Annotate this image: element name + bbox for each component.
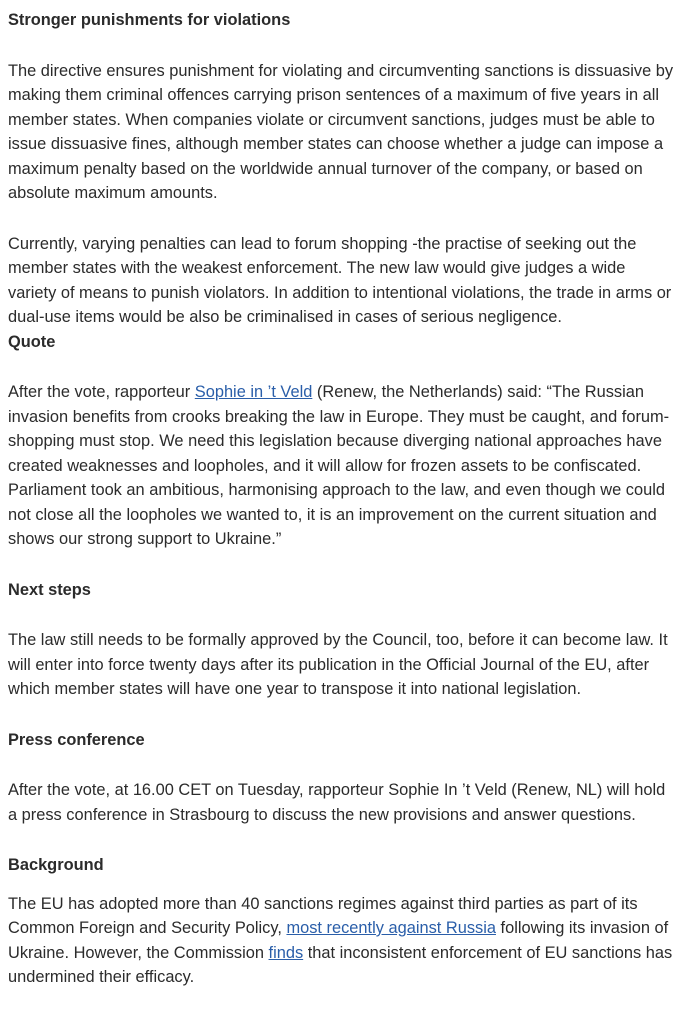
spacer [8,33,676,59]
quote-text-after-link: (Renew, the Netherlands) said: “The Russian invasion benefits from crooks breaking the law in Europe. They must be caught, and forum-shopping must stop. We need this legislation because diverging national approaches have created weaknesses and loopholes, and it will allow for frozen assets to be confiscated. Parliament took an ambitious, harmonising approach to the law, and even though we could not close all the loopholes we wanted to, it is an improvement on the current situation and shows our strong support to Ukraine.” [8,383,670,548]
russia-sanctions-link[interactable]: most recently against Russia [286,919,496,937]
spacer [8,878,676,892]
background-text-part-1: The EU has adopted more than 40 sanctions regimes against third parties as part of its Common Foreign and Security Policy, [8,894,638,937]
commission-finds-link[interactable]: finds [268,943,304,962]
spacer [8,827,676,853]
section-heading-quote: Quote [8,332,56,351]
spacer [8,552,676,578]
section-heading-next-steps: Next steps [8,580,91,599]
paragraph-quote [8,380,676,552]
background-text-part-3: that inconsistent enforcement of EU sanctions has undermined their efficacy. [8,943,673,986]
paragraph-next-steps: The law still needs to be formally approved by the Council, too, before it can become law. It will enter into force twenty days after its publication in the Official Journal of the EU, after which member states will have one year to transpose it into national legislation. [8,631,668,698]
paragraph-punishments-1: The directive ensures punishment for violating and circumventing sanctions is dissuasive by making them criminal offences carrying prison sentences of a maximum of five years in all member states. When companies violate or circumvent sanctions, judges must be able to issue dissuasive fines, although member states can choose whether a judge can impose a maximum penalty based on the worldwide annual turnover of the company, or based on absolute maximum amounts. [8,61,674,202]
spacer [8,354,676,380]
background-text-part-2: following its invasion of Ukraine. However, the Commission [8,919,669,962]
section-heading-background: Background [8,856,104,874]
spacer [8,206,676,232]
paragraph-background [8,892,676,990]
section-heading-punishments: Stronger punishments for violations [8,11,291,29]
paragraph-punishments-2: Currently, varying penalties can lead to forum shopping -the practise of seeking out the member states with the weakest enforcement. The new law would give judges a wide variety of means to punish violators. In addition to intentional violations, the trade in arms or dual-use items would be also be criminalised in cases of serious negligence. [8,234,672,326]
spacer [8,702,676,728]
section-heading-press-conference: Press conference [8,730,145,749]
spacer [8,602,676,628]
spacer [8,752,676,778]
paragraph-press-conference: After the vote, at 16.00 CET on Tuesday, rapporteur Sophie In ’t Veld (Renew, NL) will hold a press conference in Strasbourg to discuss the new provisions and answer questions. [8,781,666,824]
quote-text-before-link: After the vote, rapporteur [8,383,195,401]
rapporteur-link[interactable]: Sophie in ’t Veld [194,383,313,401]
